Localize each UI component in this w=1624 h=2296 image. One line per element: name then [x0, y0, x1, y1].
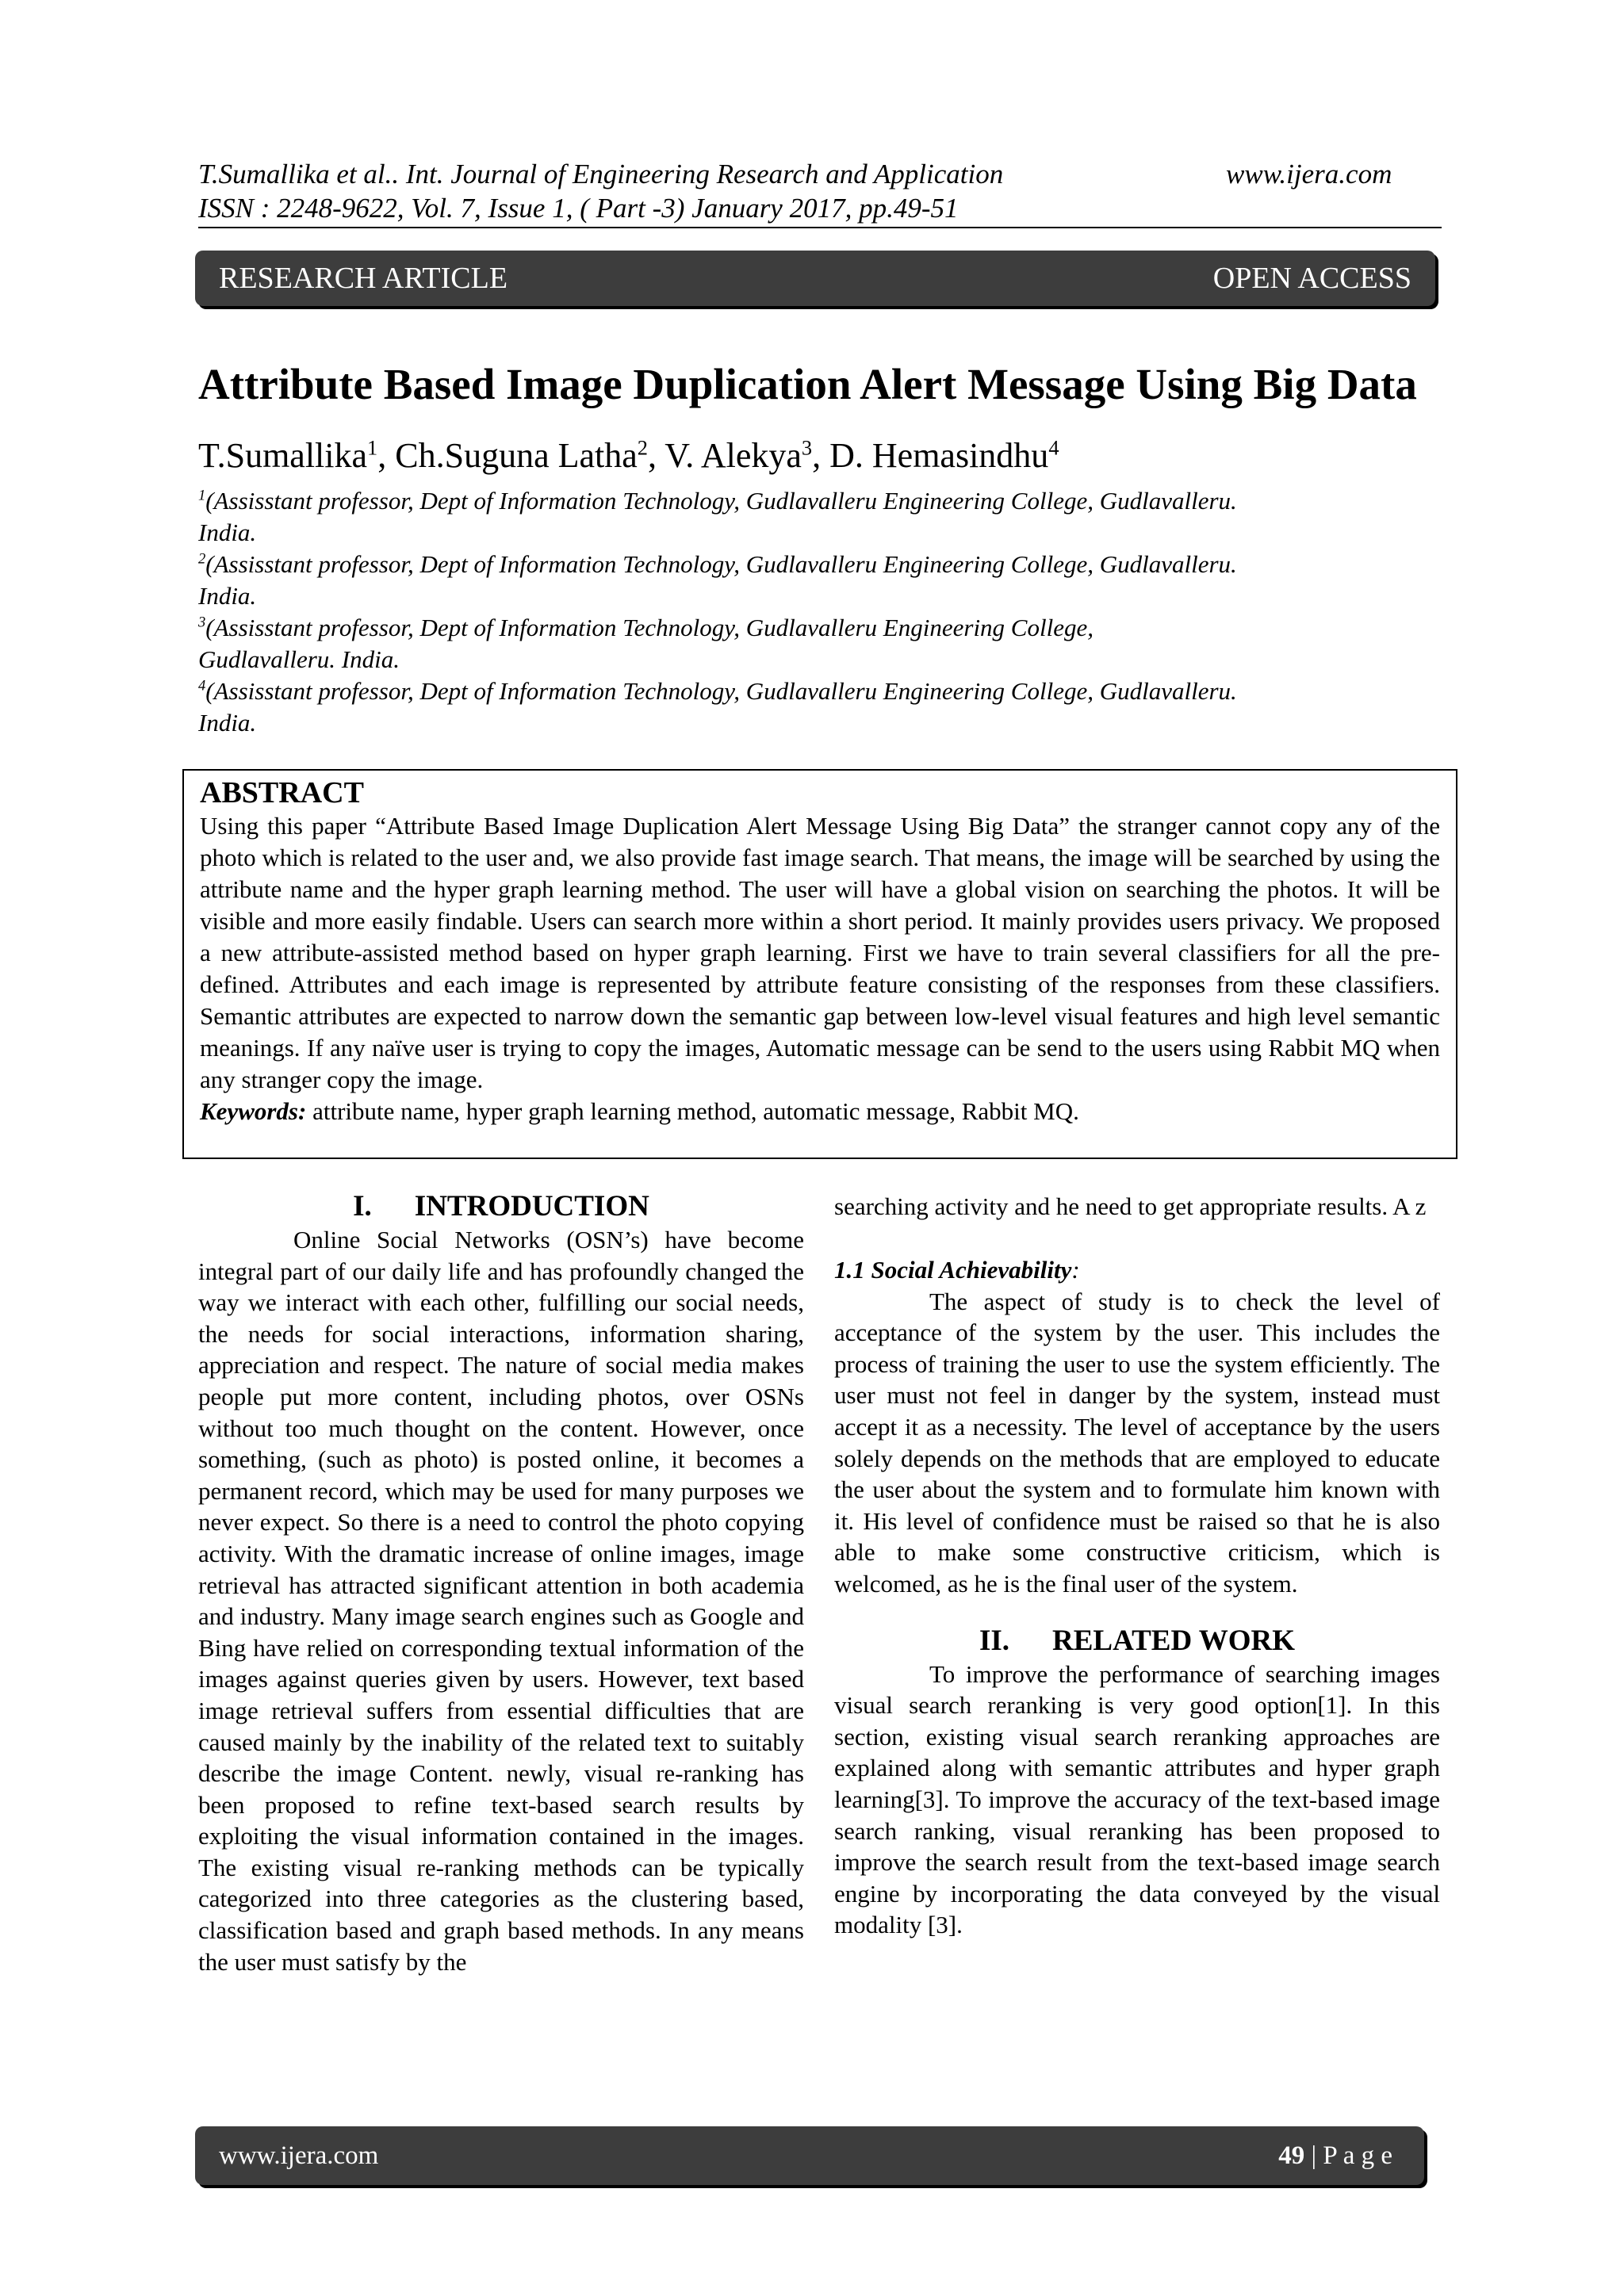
article-type-label: RESEARCH ARTICLE: [219, 262, 508, 295]
author-affiliation-marker: 4: [1048, 435, 1059, 460]
keywords-text: attribute name, hyper graph learning method, automatic message, Rabbit MQ.: [306, 1097, 1079, 1125]
affiliation-text: (Assisstant professor, Dept of Information Technology, Gudlavalleru Engineering College, Gudlavalleru.: [205, 487, 1237, 515]
affiliation-line: [198, 549, 1435, 580]
introduction-paragraph: Online Social Networks (OSN’s) have become integral part of our daily life and has profoundly changed the way we interact with each other, fulfilling our social needs, the needs for social interactions, information sharing, appreciation and respect. The nature of social media makes people put more content, including photos, over OSNs without too much thought on the content. However, once something, (such as photo) is posted online, it becomes a permanent record, which may be used for many purposes we never expect. So there is a need to control the photo copying activity. With the dramatic increase of online images, image retrieval has attracted significant attention in both academia and industry. Many image search engines such as Google and Bing have relied on corresponding textual information of the images against queries given by users. However, text based image retrieval suffers from essential difficulties that are caused mainly by the inability of the related text to suitably describe the image Content. newly, visual re-ranking has been proposed to refine text-based search results by exploiting the visual information contained in the images. The existing visual re-ranking methods can be typically categorized into three categories as the clustering based, classification based and graph based methods. In any means the user must satisfy by the: [198, 1226, 804, 1976]
affiliation-line: India.: [198, 519, 257, 546]
right-column: [834, 1191, 1440, 1941]
affiliation-list: [198, 485, 1435, 739]
affiliation-marker: 2: [198, 550, 206, 568]
affiliation-text: (Assisstant professor, Dept of Information Technology, Gudlavalleru Engineering College, Gudlavalleru.: [205, 677, 1237, 705]
keywords-label: Keywords:: [200, 1097, 307, 1125]
author-separator: ,: [377, 436, 396, 475]
author-name: Ch.Suguna Latha: [395, 436, 638, 475]
author-name: D. Hemasindhu: [829, 436, 1049, 475]
affiliation-marker: 1: [198, 487, 206, 504]
running-header-issn: ISSN : 2248-9622, Vol. 7, Issue 1, ( Part -3) January 2017, pp.49-51: [198, 193, 959, 224]
affiliation-line: India.: [198, 582, 257, 610]
page-label: | P a g e: [1304, 2141, 1392, 2170]
abstract-heading: ABSTRACT: [200, 776, 364, 809]
author-affiliation-marker: 3: [801, 435, 813, 460]
page-number: 49: [1278, 2141, 1305, 2170]
paper-title: Attribute Based Image Duplication Alert Message Using Big Data: [198, 360, 1417, 408]
footer-banner: [195, 2126, 1424, 2185]
running-header-citation: T.Sumallika et al.. Int. Journal of Engineering Research and Application: [198, 159, 1004, 189]
author-separator: ,: [812, 436, 830, 475]
article-type-banner: [195, 251, 1435, 306]
affiliation-line: Gudlavalleru. India.: [198, 645, 400, 673]
section-number: II.: [979, 1624, 1010, 1657]
author-name: T.Sumallika: [198, 436, 368, 475]
author-affiliation-marker: 1: [367, 435, 378, 460]
subsection-heading-social-achievability: 1.1 Social Achievability:: [834, 1255, 1080, 1284]
affiliation-text: (Assisstant professor, Dept of Information Technology, Gudlavalleru Engineering College, Gudlavalleru.: [205, 550, 1237, 578]
footer-website[interactable]: www.ijera.com: [219, 2141, 379, 2170]
page-indicator: [1278, 2141, 1392, 2171]
social-achievability-paragraph: The aspect of study is to check the level of acceptance of the system by the user. This includes the process of training the user to use the system efficiently. The user must not feel in danger by the system, instead must accept it as a necessity. The level of acceptance by the users solely depends on the methods that are employed to educate the user about the system and to formulate him known with it. His level of confidence must be raised so that he is also able to make some constructive criticism, which is welcomed, as he is the final user of the system.: [834, 1287, 1440, 1598]
affiliation-marker: 3: [198, 614, 206, 631]
section-title: RELATED WORK: [1052, 1624, 1296, 1657]
section-number: I.: [353, 1190, 372, 1223]
header-rule: [198, 227, 1442, 228]
abstract-text: Using this paper “Attribute Based Image Duplication Alert Message Using Big Data” the stranger cannot copy any of the photo which is related to the user and, we also provide fast image search. That means, the image will be searched by using the attribute name and the hyper graph learning method. The user will have a global vision on searching the photos. It will be visible and more easily findable. Users can search more within a short period. It mainly provides users privacy. We proposed a new attribute-assisted method based on hyper graph learning. First we have to train several classifiers for all the pre-defined. Attributes and each image is represented by attribute feature consisting of the responses from these classifiers. Semantic attributes are expected to narrow down the semantic gap between low-level visual features and high level semantic meanings. If any naïve user is trying to copy the images, Automatic message can be send to the users using Rabbit MQ when any stranger copy the image.: [200, 812, 1440, 1093]
author-separator: ,: [647, 436, 665, 475]
open-access-label: OPEN ACCESS: [1212, 262, 1411, 295]
author-list: [198, 434, 1059, 477]
introduction-continuation: searching activity and he need to get appropriate results. A z: [834, 1192, 1427, 1220]
affiliation-marker: 4: [198, 677, 206, 695]
author-affiliation-marker: 2: [637, 435, 648, 460]
affiliation-line: [198, 612, 1435, 644]
section-heading-related-work: [834, 1624, 1440, 1659]
affiliation-line: [198, 485, 1435, 517]
left-column: [198, 1189, 804, 1977]
running-header-website[interactable]: www.ijera.com: [1226, 159, 1392, 189]
related-work-paragraph: To improve the performance of searching images visual search reranking is very good option[1]. In this section, existing visual search reranking approaches are explained along with semantic attributes and hyper graph learning[3]. To improve the accuracy of the text-based image search ranking, visual reranking has been proposed to improve the search result from the text-based image search engine by incorporating the data conveyed by the visual modality [3].: [834, 1659, 1440, 1939]
affiliation-line: India.: [198, 709, 257, 737]
section-heading-introduction: [198, 1189, 804, 1224]
section-title: INTRODUCTION: [414, 1190, 649, 1223]
affiliation-line: [198, 675, 1435, 707]
abstract-box: [182, 769, 1457, 1159]
keywords-line: [200, 1096, 1440, 1127]
author-name: V. Alekya: [665, 436, 802, 475]
affiliation-text: (Assisstant professor, Dept of Information Technology, Gudlavalleru Engineering College,: [205, 614, 1094, 641]
